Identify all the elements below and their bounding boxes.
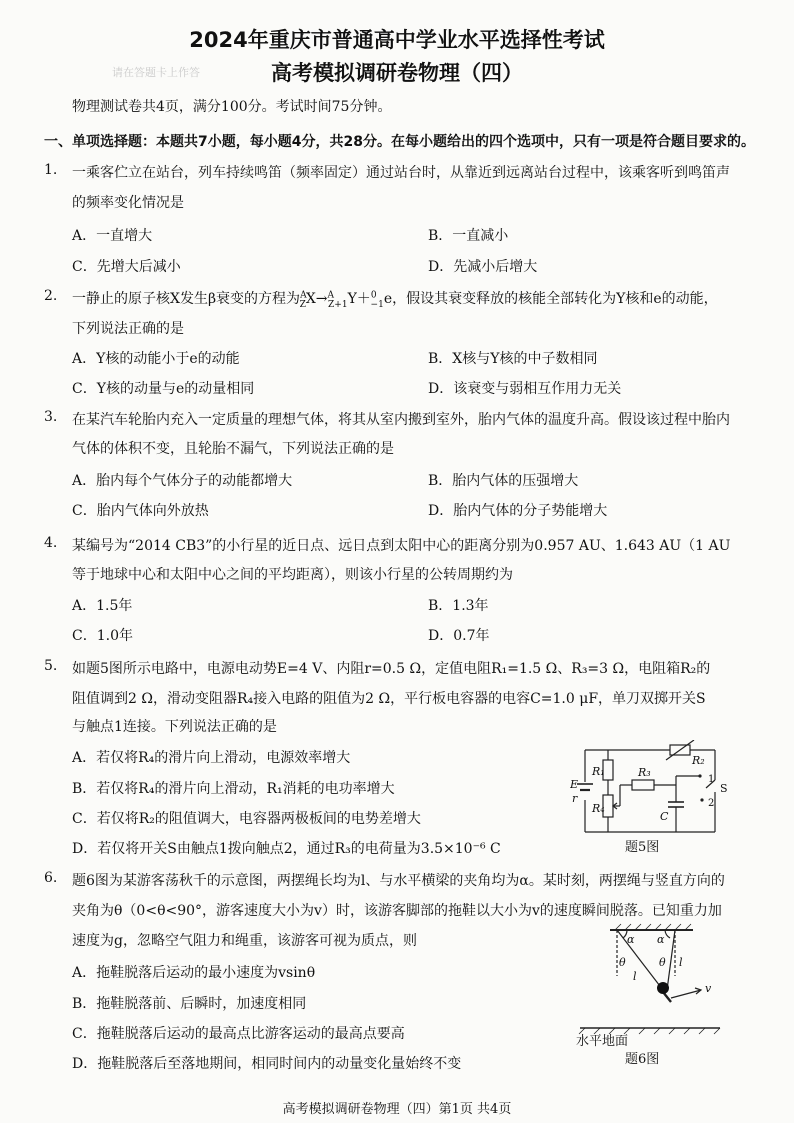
label-r2: R₂ <box>692 754 705 767</box>
title-line-1: 2024年重庆市普通高中学业水平选择性考试 <box>189 28 605 52</box>
label-l-right: l <box>679 956 683 969</box>
q4-option-d: D．0.7年 <box>428 628 490 644</box>
label-r: r <box>572 792 578 805</box>
page-footer: 高考模拟调研卷物理（四）第1页 共4页 <box>282 1102 512 1117</box>
label-r4: R₄ <box>592 802 605 815</box>
q6-stem-line3: 速度为g，忽略空气阻力和绳重，该游客可视为质点，则 <box>72 933 417 949</box>
q2-option-d: D．该衰变与弱相互作用力无关 <box>428 381 622 397</box>
q6-option-b: B．拖鞋脱落前、后瞬时，加速度相同 <box>72 996 307 1012</box>
equation-e: e <box>383 291 393 307</box>
q1-option-c: C．先增大后减小 <box>72 259 181 275</box>
label-c: C <box>660 810 669 823</box>
q2-stem-line2: 下列说法正确的是 <box>72 321 184 337</box>
faint-stamp: 请在答题卡上作答 <box>112 66 200 79</box>
label-r1: R₁ <box>592 765 605 778</box>
q5-stem-line3: 与触点1连接。下列说法正确的是 <box>72 719 277 735</box>
label-theta-right: θ <box>659 956 666 969</box>
q1-option-d: D．先减小后增大 <box>428 259 538 275</box>
q6-option-c: C．拖鞋脱落后运动的最高点比游客运动的最高点要高 <box>72 1026 405 1042</box>
label-theta-left: θ <box>619 956 626 969</box>
q1-option-b: B．一直减小 <box>428 228 509 244</box>
q3-stem-line2: 气体的体积不变，且轮胎不漏气，下列说法正确的是 <box>72 441 394 457</box>
q6-stem-line1: 题6图为某游客荡秋千的示意图，两摆绳长均为l、与水平横梁的夹角均为α。某时刻，两摆绳与竖直方向的 <box>72 873 725 889</box>
q6-option-a: A．拖鞋脱落后运动的最小速度为vsinθ <box>72 965 316 981</box>
q3-stem-line1: 在某汽车轮胎内充入一定质量的理想气体，将其从室内搬到室外，胎内气体的温度升高。假设该过程中胎内 <box>72 412 730 428</box>
question-number: 6. <box>44 870 58 886</box>
q3-option-d: D．胎内气体的分子势能增大 <box>428 503 608 519</box>
question-number: 3. <box>44 409 58 425</box>
decay-equation: $^A_Z$X→$^A_{Z+1}$Y＋$^0_{-1}$e <box>299 290 393 310</box>
question-number: 5. <box>44 658 58 674</box>
q6-stem-line2: 夹角为θ（0<θ<90°，游客速度大小为v）时，该游客脚部的拖鞋以大小为v的速度瞬间脱落。已知重力加 <box>72 903 722 919</box>
label-r3: R₃ <box>638 766 651 779</box>
q1-stem-line2: 的频率变化情况是 <box>72 195 184 211</box>
q4-option-c: C．1.0年 <box>72 628 133 644</box>
q4-option-a: A．1.5年 <box>72 598 133 614</box>
q2-option-b: B．X核与Y核的中子数相同 <box>428 351 598 367</box>
q1-stem-line1: 一乘客伫立在站台，列车持续鸣笛（频率固定）通过站台时，从靠近到远离站台过程中，该乘客听到鸣笛声 <box>72 165 730 181</box>
q2-option-a: A．Y核的动能小于e的动能 <box>72 351 240 367</box>
question-number: 4. <box>44 535 58 551</box>
label-terminal-2: 2 <box>708 798 715 809</box>
q5-option-a: A．若仅将R₄的滑片向上滑动，电源效率增大 <box>72 750 351 766</box>
q1-option-a: A．一直增大 <box>72 228 153 244</box>
question-number: 1. <box>44 162 58 178</box>
q3-option-c: C．胎内气体向外放热 <box>72 503 209 519</box>
equation-x: X→ <box>305 291 328 307</box>
q5-option-d: D．若仅将开关S由触点1拨向触点2，通过R₃的电荷量为3.5×10⁻⁶ C <box>72 841 501 857</box>
title-line-2: 高考模拟调研卷物理（四） <box>271 61 523 85</box>
ground-label: 水平地面 <box>576 1034 629 1049</box>
figure-6-caption: 题6图 <box>625 1052 660 1067</box>
q3-option-a: A．胎内每个气体分子的动能都增大 <box>72 473 293 489</box>
swinger-icon <box>657 982 669 994</box>
q3-option-b: B．胎内气体的压强增大 <box>428 473 579 489</box>
q5-option-b: B．若仅将R₄的滑片向上滑动，R₁消耗的电功率增大 <box>72 781 395 797</box>
q4-stem-line1: 某编号为“2014 CB3”的小行星的近日点、远日点到太阳中心的距离分别为0.957 AU、1.643 AU（1 AU <box>72 538 731 554</box>
q5-stem-line1: 如题5图所示电路中，电源电动势E=4 V、内阻r=0.5 Ω，定值电阻R₁=1.5 Ω、R₃=3 Ω，电阻箱R₂的 <box>72 661 711 677</box>
label-terminal-1: 1 <box>708 774 715 785</box>
q2-stem-part1: 一静止的原子核X发生β衰变的方程为 <box>72 291 301 307</box>
q4-stem-line2: 等于地球中心和太阳中心之间的平均距离），则该小行星的公转周期约为 <box>72 567 513 583</box>
label-e: E <box>570 778 579 791</box>
swing-diagram <box>575 918 725 1048</box>
label-s: S <box>720 782 728 795</box>
q2-stem-part2: ，假设其衰变释放的核能全部转化为Y核和e的动能， <box>392 291 718 307</box>
q5-option-c: C．若仅将R₂的阻值调大，电容器两极板间的电势差增大 <box>72 811 421 827</box>
q6-option-d: D．拖鞋脱落后至落地期间，相同时间内的动量变化量始终不变 <box>72 1056 462 1072</box>
figure-5-caption: 题5图 <box>625 840 660 855</box>
exam-note: 物理测试卷共4页，满分100分。考试时间75分钟。 <box>72 99 392 115</box>
q5-stem-line2: 阻值调到2 Ω，滑动变阻器R₄接入电路的阻值为2 Ω，平行板电容器的电容C=1.0 μF，单刀双掷开关S <box>72 691 706 707</box>
section-heading: 一、单项选择题：本题共7小题，每小题4分，共28分。在每小题给出的四个选项中，只有一项是符合题目要求的。 <box>44 134 755 150</box>
question-number: 2. <box>44 288 58 304</box>
label-l-left: l <box>633 970 637 983</box>
label-v: v <box>705 982 712 995</box>
label-alpha-right: α <box>657 933 665 946</box>
q4-option-b: B．1.3年 <box>428 598 489 614</box>
q2-option-c: C．Y核的动量与e的动量相同 <box>72 381 255 397</box>
equation-y: Y＋ <box>347 291 371 307</box>
label-alpha-left: α <box>627 933 635 946</box>
q2-stem-line1 <box>72 288 718 310</box>
